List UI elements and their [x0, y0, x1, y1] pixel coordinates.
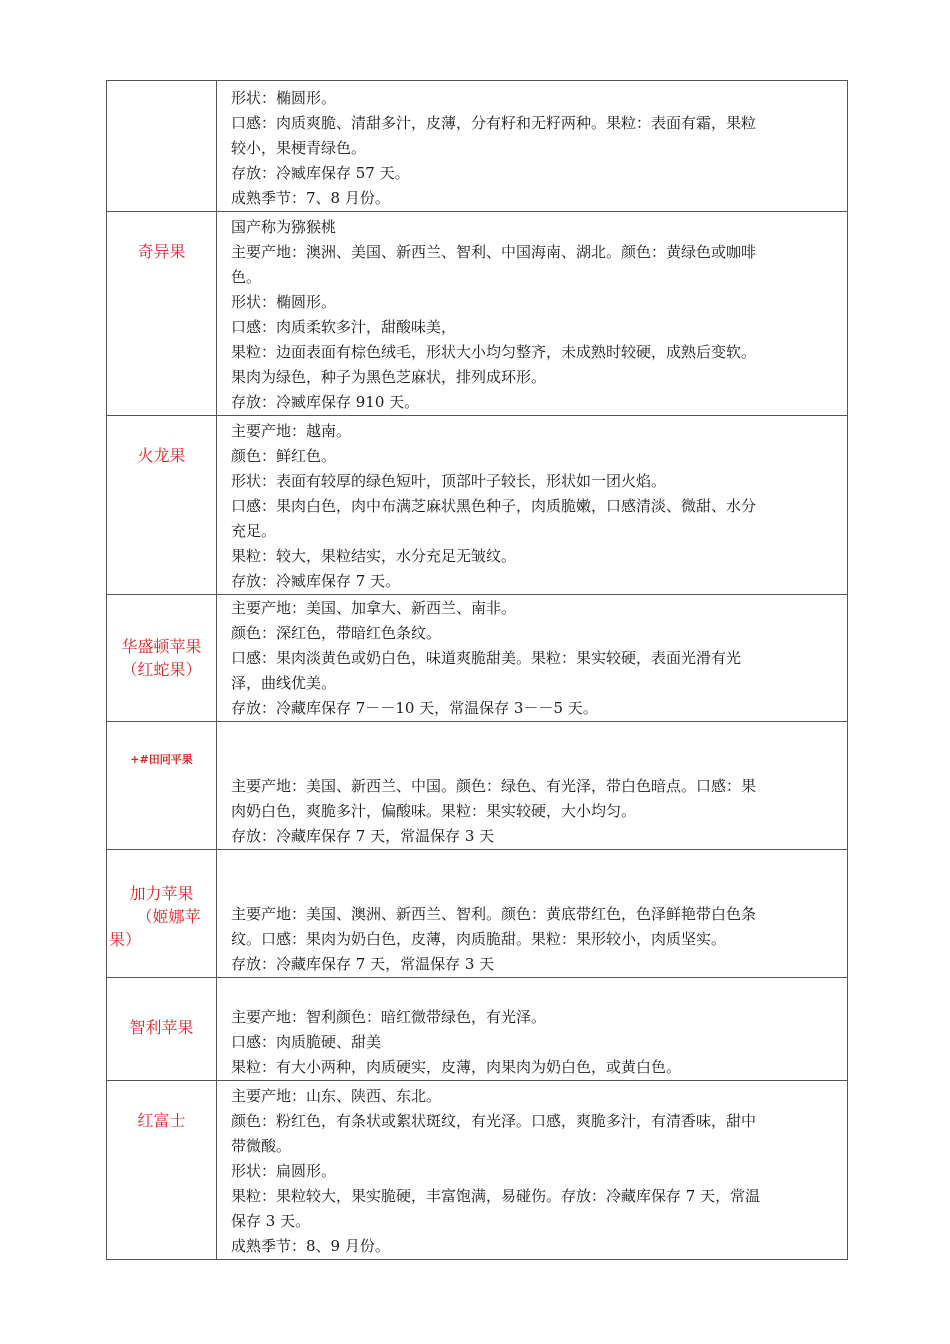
- fruit-description-cell: [217, 416, 848, 595]
- fruit-alias: 果）: [109, 930, 142, 949]
- description-line: 存放：冷藏库保存 7－－10 天，常温保存 3－－5 天。: [231, 699, 598, 717]
- description-line: 充足。: [231, 522, 277, 540]
- fruit-name-cell: [107, 978, 217, 1081]
- description-line: 保存 3 天。: [231, 1212, 311, 1230]
- description-line: 形状：椭圆形。: [231, 89, 337, 107]
- fruit-description-cell: [217, 722, 848, 850]
- fruit-name-cell: [107, 212, 217, 416]
- fruit-name: 智利苹果: [129, 1018, 194, 1037]
- description-line: 口感：肉质爽脆、清甜多汁，皮薄，分有籽和无籽两种。果粒：表面有霜，果粒: [231, 114, 757, 132]
- description-line: 存放：冷臧库保存 910 天。: [231, 393, 420, 411]
- table-row: [107, 1081, 848, 1260]
- description-line: [231, 749, 835, 774]
- description-line: 带微酸。: [231, 1137, 292, 1155]
- fruit-description-cell: [217, 978, 848, 1081]
- description-line: 成熟季节：8、9 月份。: [231, 1237, 390, 1255]
- table-row: [107, 722, 848, 850]
- description-line: 口感：果肉淡黄色或奶白色，味道爽脆甜美。果粒：果实较硬，表面光滑有光: [231, 649, 742, 667]
- fruit-name: 奇异果: [137, 242, 186, 261]
- description-line: 国产称为猕猴桃: [231, 218, 337, 236]
- description-line: 较小，果梗青绿色。: [231, 139, 367, 157]
- description-line: 颜色：粉红色，有条状或絮状斑纹，有光泽。口感，爽脆多汁，有清香味，甜中: [231, 1112, 757, 1130]
- description-line: 主要产地：智利颜色：暗红微带绿色，有光泽。: [231, 1008, 547, 1026]
- description-line: [231, 877, 835, 902]
- description-line: 口感：肉质脆硬、甜美: [231, 1033, 382, 1051]
- description-line: 果粒：有大小两种，肉质硬实，皮薄，肉果肉为奶白色，或黄白色。: [231, 1058, 682, 1076]
- fruit-name-cell: [107, 722, 217, 850]
- description-line: 果粒：较大，果粒结实，水分充足无皱纹。: [231, 547, 517, 565]
- description-line: 形状：扁圆形。: [231, 1162, 337, 1180]
- description-line: 肉奶白色，爽脆多汁，偏酸味。果粒：果实较硬，大小均匀。: [231, 802, 637, 820]
- description-line: 主要产地：澳洲、美国、新西兰、智利、中国海南、湖北。颜色：黄绿色或咖啡: [231, 243, 757, 261]
- description-line: 色。: [231, 268, 262, 286]
- description-line: 果粒：边面表面有棕色绒毛，形状大小均匀整齐，未成熟时较硬，成熟后变软。: [231, 343, 757, 361]
- description-line: 纹。口感：果肉为奶白色，皮薄，肉质脆甜。果粒：果形较小，肉质坚实。: [231, 930, 727, 948]
- fruit-description-cell: [217, 1081, 848, 1260]
- description-line: 颜色：鲜红色。: [231, 447, 337, 465]
- description-line: 存放：冷臧库保存 7 天。: [231, 572, 401, 590]
- description-line: 形状：椭圆形。: [231, 293, 337, 311]
- table-row: [107, 978, 848, 1081]
- description-line: 颜色：深红色，带暗红色条纹。: [231, 624, 442, 642]
- fruit-name: 红富士: [137, 1111, 186, 1130]
- table-row: [107, 416, 848, 595]
- description-line: 主要产地：美国、澳洲、新西兰、智利。颜色：黄底带红色，色泽鲜艳带白色条: [231, 905, 757, 923]
- description-line: 形状：表面有较厚的绿色短叶，顶部叶子较长，形状如一团火焰。: [231, 472, 667, 490]
- description-line: 果粒：果粒较大，果实脆硬，丰富饱满，易碰伤。存放：冷藏库保存 7 天，常温: [231, 1187, 761, 1205]
- fruit-name-cell: [107, 416, 217, 595]
- description-line: 口感：肉质柔软多汁，甜酸味美，: [231, 318, 457, 336]
- description-line: 主要产地：美国、加拿大、新西兰、南非。: [231, 599, 517, 617]
- fruit-description-cell: [217, 81, 848, 212]
- description-line: 成熟季节：7、8 月份。: [231, 189, 390, 207]
- table-row: [107, 81, 848, 212]
- fruit-description-cell: [217, 850, 848, 978]
- fruit-name-cell: [107, 81, 217, 212]
- description-line: 主要产地：美国、新西兰、中国。颜色：绿色、有光泽，带白色暗点。口感：果: [231, 777, 757, 795]
- fruit-name-cell: [107, 850, 217, 978]
- fruit-name: 加力苹果: [129, 884, 194, 903]
- fruit-name: +#田冋平果: [130, 753, 193, 766]
- fruit-description-cell: [217, 595, 848, 722]
- table-row: [107, 850, 848, 978]
- description-line: 存放：冷藏库保存 7 天，常温保存 3 天: [231, 827, 495, 845]
- fruit-description-cell: [217, 212, 848, 416]
- description-line: 存放：冷藏库保存 7 天，常温保存 3 天: [231, 955, 495, 973]
- fruit-name-cell: [107, 1081, 217, 1260]
- description-line: 口感：果肉白色，肉中布满芝麻状黑色种子，肉质脆嫩，口感清淡、微甜、水分: [231, 497, 757, 515]
- table-row: [107, 212, 848, 416]
- description-line: 泽，曲线优美。: [231, 674, 337, 692]
- description-line: 存放：冷臧库保存 57 天。: [231, 164, 410, 182]
- description-line: 主要产地：越南。: [231, 422, 352, 440]
- table-row: [107, 595, 848, 722]
- fruit-info-table: [106, 80, 848, 1260]
- fruit-name: 华盛顿苹果: [121, 637, 202, 656]
- description-line: 主要产地：山东、陕西、东北。: [231, 1087, 442, 1105]
- description-line: 果肉为绿色，种子为黑色芝麻状，排列成环形。: [231, 368, 547, 386]
- fruit-name-cell: [107, 595, 217, 722]
- fruit-alias: （红蛇果）: [121, 660, 202, 679]
- fruit-alias: （姬娜苹: [136, 907, 201, 926]
- fruit-name: 火龙果: [137, 446, 186, 465]
